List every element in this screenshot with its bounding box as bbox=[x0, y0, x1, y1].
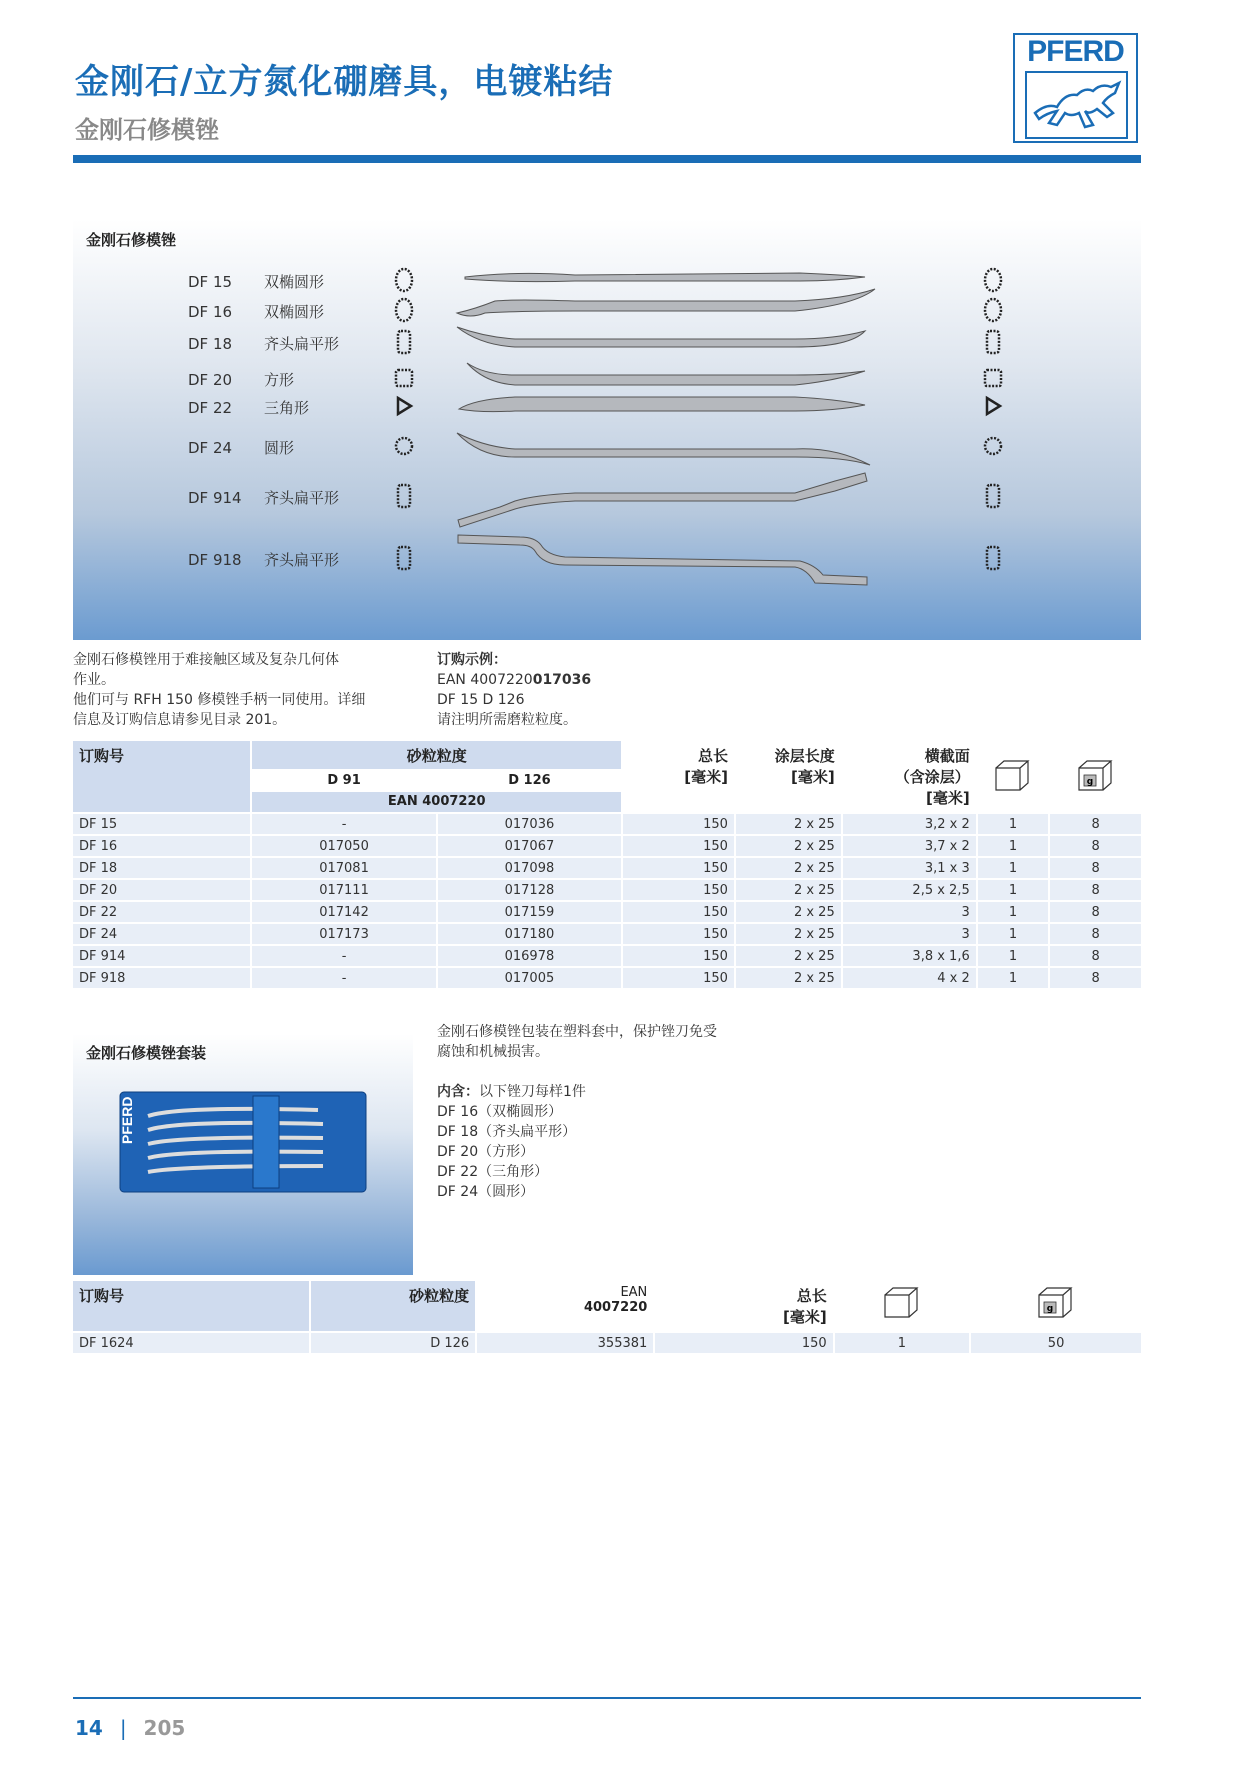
file-df20-image bbox=[467, 363, 865, 385]
table-cell: DF 18 bbox=[73, 858, 250, 878]
col-coating-length: 涂层长度 [毫米] bbox=[736, 741, 841, 812]
col-cross-section: 横截面 （含涂层） [毫米] bbox=[843, 741, 976, 812]
table-cell: 50 bbox=[971, 1333, 1141, 1353]
file-code: DF 22 bbox=[188, 399, 233, 417]
box-icon bbox=[883, 1285, 921, 1319]
footer-rule bbox=[73, 1697, 1141, 1699]
table-cell: 017098 bbox=[438, 858, 621, 878]
table-cell: 3 bbox=[843, 902, 976, 922]
table-cell: 017050 bbox=[252, 836, 435, 856]
double-oval-section-icon bbox=[393, 267, 415, 293]
product-table bbox=[71, 739, 1143, 990]
table-cell: 150 bbox=[623, 902, 734, 922]
col-d126: D 126 bbox=[438, 771, 621, 791]
table-cell: 2 x 25 bbox=[736, 902, 841, 922]
file-row bbox=[188, 549, 339, 570]
table-cell: 1 bbox=[978, 924, 1049, 944]
table-cell: 150 bbox=[655, 1333, 832, 1353]
table-cell: DF 24 bbox=[73, 924, 250, 944]
flat-section-icon bbox=[982, 329, 1004, 355]
weight-box-icon bbox=[1077, 758, 1115, 792]
table-cell: DF 1624 bbox=[73, 1333, 309, 1353]
pferd-logo bbox=[1013, 33, 1138, 143]
col-grit: 砂粒粒度 bbox=[252, 741, 621, 769]
list-item: DF 16（双椭圆形） bbox=[437, 1104, 563, 1120]
table-cell: 017005 bbox=[438, 968, 621, 988]
table-cell: 8 bbox=[1050, 814, 1141, 834]
table-row bbox=[73, 880, 1141, 900]
table-cell: 8 bbox=[1050, 858, 1141, 878]
table-cell: 017159 bbox=[438, 902, 621, 922]
table-cell: 2 x 25 bbox=[736, 924, 841, 944]
file-row bbox=[188, 369, 294, 390]
table-cell: - bbox=[252, 968, 435, 988]
table-cell: 1 bbox=[978, 946, 1049, 966]
table-cell: 2 x 25 bbox=[736, 858, 841, 878]
table-cell: 2 x 25 bbox=[736, 968, 841, 988]
file-shape: 方形 bbox=[264, 371, 295, 389]
table-cell: 3,2 x 2 bbox=[843, 814, 976, 834]
table-row bbox=[73, 902, 1141, 922]
svg-text:g: g bbox=[1086, 776, 1093, 787]
logo-text: PFERD bbox=[1027, 35, 1124, 68]
table-cell: 2 x 25 bbox=[736, 814, 841, 834]
table-cell: 017142 bbox=[252, 902, 435, 922]
file-row bbox=[188, 301, 324, 322]
product-description: 金刚石修模锉用于难接触区域及复杂几何体 作业。 他们可与 RFH 150 修模锉手柄一同使用。详细 信息及订购信息请参见目录 201。 bbox=[73, 652, 366, 728]
header-rule bbox=[73, 155, 1141, 163]
file-shape: 双椭圆形 bbox=[264, 303, 325, 321]
col-pack-qty bbox=[978, 741, 1049, 812]
col-d91: D 91 bbox=[252, 771, 435, 791]
svg-text:g: g bbox=[1046, 1304, 1054, 1314]
table-cell: 2 x 25 bbox=[736, 946, 841, 966]
file-code: DF 914 bbox=[188, 489, 242, 507]
file-row bbox=[188, 437, 294, 458]
set-table bbox=[71, 1279, 1143, 1355]
box-icon bbox=[994, 758, 1032, 792]
table-cell: DF 15 bbox=[73, 814, 250, 834]
table-cell: 4 x 2 bbox=[843, 968, 976, 988]
file-shape: 齐头扁平形 bbox=[264, 489, 340, 507]
table-cell: DF 22 bbox=[73, 902, 250, 922]
file-code: DF 18 bbox=[188, 335, 233, 353]
table-cell: DF 16 bbox=[73, 836, 250, 856]
page-number: 14 bbox=[75, 1716, 103, 1740]
table-cell: 017173 bbox=[252, 924, 435, 944]
table-row bbox=[73, 858, 1141, 878]
flat-section-icon bbox=[393, 545, 415, 571]
horse-icon bbox=[1025, 71, 1128, 139]
table-cell: 150 bbox=[623, 858, 734, 878]
table-cell: 017180 bbox=[438, 924, 621, 944]
file-shape: 三角形 bbox=[264, 399, 310, 417]
table-cell: 8 bbox=[1050, 946, 1141, 966]
table-cell: DF 918 bbox=[73, 968, 250, 988]
set-title: 金刚石修模锉套装 bbox=[86, 1044, 207, 1062]
table-cell: 017111 bbox=[252, 880, 435, 900]
file-shape: 齐头扁平形 bbox=[264, 551, 340, 569]
file-row bbox=[188, 271, 324, 292]
flat-section-icon bbox=[393, 483, 415, 509]
table-cell: 150 bbox=[623, 924, 734, 944]
table-row bbox=[73, 836, 1141, 856]
table-cell: 3,8 x 1,6 bbox=[843, 946, 976, 966]
page-subtitle: 金刚石修模锉 bbox=[75, 116, 219, 144]
col-order-no: 订购号 bbox=[73, 741, 250, 812]
file-df18-image bbox=[457, 327, 865, 347]
triangle-section-icon bbox=[982, 393, 1004, 419]
double-oval-section-icon bbox=[393, 297, 415, 323]
file-shape: 圆形 bbox=[264, 439, 295, 457]
list-item: DF 18（齐头扁平形） bbox=[437, 1124, 577, 1140]
file-df15-image bbox=[465, 273, 865, 282]
file-shape: 双椭圆形 bbox=[264, 273, 325, 291]
table-cell: DF 20 bbox=[73, 880, 250, 900]
page-footer: 14 | 205 bbox=[75, 1716, 186, 1740]
table-cell: 8 bbox=[1050, 836, 1141, 856]
table-cell: 2 x 25 bbox=[736, 836, 841, 856]
table-cell: - bbox=[252, 946, 435, 966]
col-weight bbox=[971, 1281, 1141, 1331]
set-contents-list bbox=[437, 1102, 797, 1202]
col-weight bbox=[1050, 741, 1141, 812]
set-description: 金刚石修模锉包装在塑料套中，保护锉刀免受 腐蚀和机械损害。 内含：以下锉刀每样1件 DF 16（双椭圆形） DF 18（齐头扁平形） DF 20（方形） DF 22（三角形） DF 24（圆形） bbox=[437, 1022, 797, 1202]
catalog-page-number: 205 bbox=[143, 1716, 186, 1740]
table-cell: 150 bbox=[623, 814, 734, 834]
table-cell: 3,1 x 3 bbox=[843, 858, 976, 878]
list-item: DF 24（圆形） bbox=[437, 1184, 535, 1200]
file-row bbox=[188, 487, 339, 508]
col-total-length: 总长 [毫米] bbox=[655, 1281, 832, 1331]
table-cell: 2,5 x 2,5 bbox=[843, 880, 976, 900]
flat-section-icon bbox=[393, 329, 415, 355]
double-oval-section-icon bbox=[982, 267, 1004, 293]
file-illustrations bbox=[455, 265, 925, 600]
table-cell: 016978 bbox=[438, 946, 621, 966]
table-cell: 1 bbox=[978, 902, 1049, 922]
square-section-icon bbox=[393, 365, 415, 391]
table-cell: 3 bbox=[843, 924, 976, 944]
table-cell: 150 bbox=[623, 836, 734, 856]
triangle-section-icon bbox=[393, 393, 415, 419]
file-code: DF 16 bbox=[188, 303, 233, 321]
table-row bbox=[73, 814, 1141, 834]
table-cell: 150 bbox=[623, 880, 734, 900]
table-cell: 8 bbox=[1050, 902, 1141, 922]
file-df24-image bbox=[457, 433, 870, 465]
table-cell: 8 bbox=[1050, 880, 1141, 900]
col-grit: 砂粒粒度 bbox=[311, 1281, 475, 1331]
round-section-icon bbox=[393, 433, 415, 459]
table-cell: 8 bbox=[1050, 924, 1141, 944]
col-pack-qty bbox=[835, 1281, 969, 1331]
double-oval-section-icon bbox=[982, 297, 1004, 323]
file-shape: 齐头扁平形 bbox=[264, 335, 340, 353]
table-cell: 017067 bbox=[438, 836, 621, 856]
table-row bbox=[73, 924, 1141, 944]
file-row bbox=[188, 333, 339, 354]
flat-section-icon bbox=[982, 483, 1004, 509]
square-section-icon bbox=[982, 365, 1004, 391]
order-example: 订购示例： EAN 4007220017036 DF 15 D 126 请注明所需磨粒粒度。 bbox=[437, 652, 592, 728]
table-cell: 1 bbox=[835, 1333, 969, 1353]
file-df914-image bbox=[458, 473, 867, 527]
list-item: DF 20（方形） bbox=[437, 1144, 535, 1160]
col-order-no: 订购号 bbox=[73, 1281, 309, 1331]
table-cell: 017128 bbox=[438, 880, 621, 900]
table-cell: 2 x 25 bbox=[736, 880, 841, 900]
file-code: DF 918 bbox=[188, 551, 242, 569]
col-ean: EAN 4007220 bbox=[477, 1281, 653, 1331]
col-total-length: 总长 [毫米] bbox=[623, 741, 734, 812]
panel-title: 金刚石修模锉 bbox=[86, 231, 177, 249]
table-row bbox=[73, 946, 1141, 966]
table-cell: 1 bbox=[978, 814, 1049, 834]
file-code: DF 20 bbox=[188, 371, 233, 389]
table-cell: - bbox=[252, 814, 435, 834]
file-df22-image bbox=[459, 397, 865, 412]
table-cell: 8 bbox=[1050, 968, 1141, 988]
file-df16-image bbox=[457, 289, 875, 316]
round-section-icon bbox=[982, 433, 1004, 459]
table-cell: 1 bbox=[978, 836, 1049, 856]
page-title: 金刚石/立方氮化硼磨具，电镀粘结 bbox=[75, 62, 614, 102]
file-set-pouch-image bbox=[118, 1088, 370, 1196]
table-cell: 1 bbox=[978, 858, 1049, 878]
file-code: DF 24 bbox=[188, 439, 233, 457]
table-cell: 1 bbox=[978, 880, 1049, 900]
file-code: DF 15 bbox=[188, 273, 233, 291]
list-item: DF 22（三角形） bbox=[437, 1164, 549, 1180]
table-row bbox=[73, 1333, 1141, 1353]
svg-text:PFERD: PFERD bbox=[119, 1096, 135, 1144]
table-cell: 355381 bbox=[477, 1333, 653, 1353]
table-cell: 017081 bbox=[252, 858, 435, 878]
table-row bbox=[73, 968, 1141, 988]
table-cell: 3,7 x 2 bbox=[843, 836, 976, 856]
file-row bbox=[188, 397, 309, 418]
col-ean: EAN 4007220 bbox=[252, 792, 621, 812]
table-cell: 150 bbox=[623, 946, 734, 966]
weight-box-icon bbox=[1037, 1285, 1075, 1319]
table-cell: D 126 bbox=[311, 1333, 475, 1353]
flat-section-icon bbox=[982, 545, 1004, 571]
file-df918-image bbox=[458, 535, 867, 585]
table-cell: DF 914 bbox=[73, 946, 250, 966]
table-cell: 1 bbox=[978, 968, 1049, 988]
table-cell: 150 bbox=[623, 968, 734, 988]
table-cell: 017036 bbox=[438, 814, 621, 834]
